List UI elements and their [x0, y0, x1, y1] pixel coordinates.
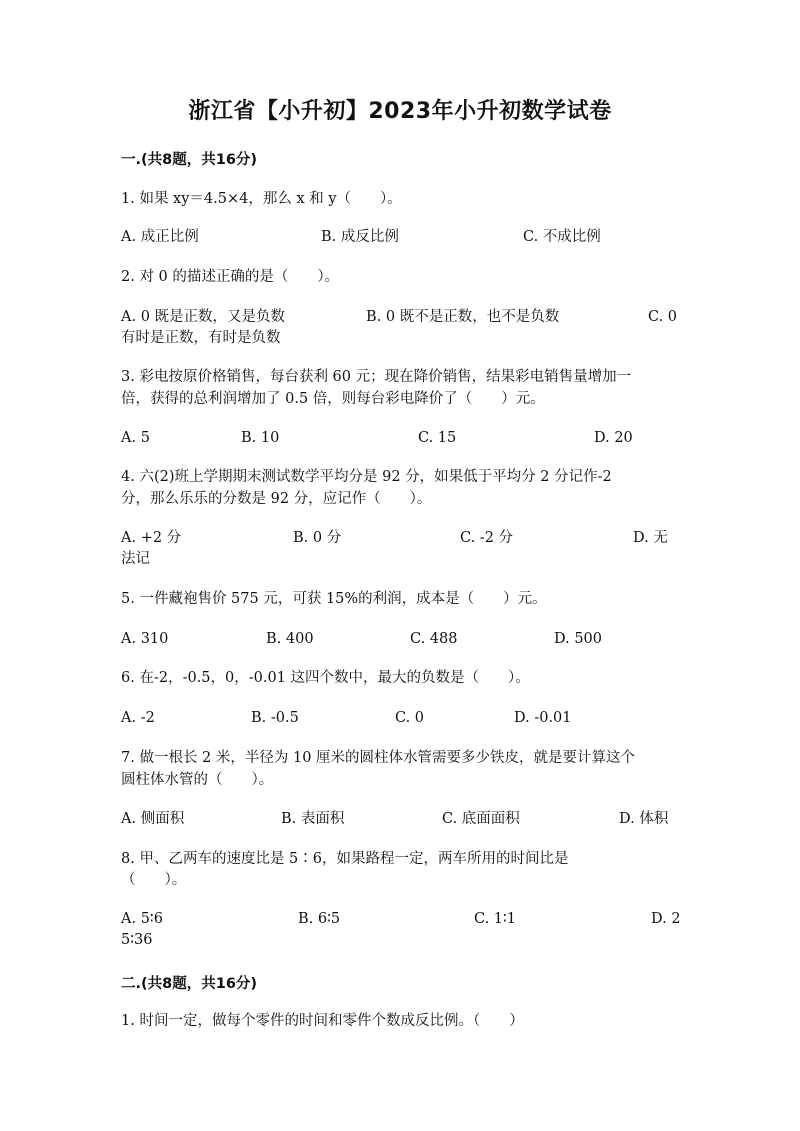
question-6: 6. 在-2，-0.5，0，-0.01 这四个数中，最大的负数是（ ）。 — [121, 670, 530, 686]
option-a: A. +2 分 — [121, 530, 182, 546]
option-d: D. -0.01 — [514, 710, 572, 726]
option-d: D. 2 — [651, 911, 681, 927]
option-c: C. 15 — [418, 430, 457, 446]
question-7-line-2: 圆柱体水管的（ ）。 — [121, 772, 274, 788]
option-d: D. 20 — [594, 430, 633, 446]
option-c: C. 488 — [410, 631, 458, 647]
option-b: B. 表面积 — [281, 811, 345, 827]
question-8-line-1: 8. 甲、乙两车的速度比是 5∶6，如果路程一定，两车所用的时间比是 — [121, 851, 569, 867]
option-a: A. 成正比例 — [121, 229, 199, 245]
question-5-options — [121, 628, 681, 650]
option-d: D. 无 — [633, 530, 668, 546]
question-1: 1. 如果 xy＝4.5×4，那么 x 和 y（ ）。 — [121, 191, 402, 207]
question-8-line-2: （ ）。 — [121, 872, 187, 888]
option-b: B. 400 — [266, 631, 314, 647]
question-7-options — [121, 808, 681, 830]
option-c: C. 0 — [395, 710, 425, 726]
question-2-options — [121, 306, 681, 328]
option-c: C. -2 分 — [460, 530, 514, 546]
question-3-line-2: 倍，获得的总利润增加了 0.5 倍，则每台彩电降价了（ ）元。 — [121, 391, 545, 407]
option-d: D. 体积 — [619, 811, 669, 827]
option-b: B. -0.5 — [251, 710, 299, 726]
option-c: C. 1∶1 — [474, 911, 517, 927]
section-heading-1: 一.(共8题，共16分) — [121, 152, 258, 168]
question-4-options — [121, 527, 681, 549]
question-2: 2. 对 0 的描述正确的是（ ）。 — [121, 269, 340, 285]
question-4-line-1: 4. 六(2)班上学期期末测试数学平均分是 92 分，如果低于平均分 2 分记作-2 — [121, 469, 612, 485]
question-7-line-1: 7. 做一根长 2 米，半径为 10 厘米的圆柱体水管需要多少铁皮，就是要计算这个 — [121, 750, 636, 766]
question-5: 5. 一件藏袍售价 575 元，可获 15%的利润，成本是（ ）元。 — [121, 591, 547, 607]
option-b: B. 0 分 — [293, 530, 342, 546]
question-3-line-1: 3. 彩电按原价格销售，每台获利 60 元；现在降价销售，结果彩电销售量增加一 — [121, 369, 632, 385]
option-a: A. 侧面积 — [121, 811, 185, 827]
option-c: C. 不成比例 — [523, 229, 601, 245]
option-c-continuation: 有时是正数，有时是负数 — [121, 330, 281, 346]
option-b: B. 0 既不是正数，也不是负数 — [366, 309, 560, 325]
option-d-continuation: 5∶36 — [121, 932, 153, 948]
option-b: B. 成反比例 — [321, 229, 399, 245]
section-heading-2: 二.(共8题，共16分) — [121, 976, 258, 992]
question-1-options — [121, 226, 681, 248]
option-a: A. 0 既是正数，又是负数 — [121, 309, 286, 325]
option-a: A. 310 — [121, 631, 169, 647]
option-d-continuation: 法记 — [121, 551, 150, 567]
option-b: B. 10 — [241, 430, 280, 446]
option-a: A. 5 — [121, 430, 150, 446]
question-3-options — [121, 427, 681, 449]
option-a: A. 5∶6 — [121, 911, 163, 927]
option-b: B. 6∶5 — [298, 911, 341, 927]
option-d: D. 500 — [554, 631, 603, 647]
question-8-options — [121, 908, 681, 930]
option-a: A. -2 — [121, 710, 155, 726]
option-c: C. 底面面积 — [442, 811, 520, 827]
option-c: C. 0 — [648, 309, 678, 325]
question-6-options — [121, 707, 681, 729]
page-title: 浙江省【小升初】2023年小升初数学试卷 — [188, 99, 612, 124]
question-4-line-2: 分，那么乐乐的分数是 92 分，应记作（ ）。 — [121, 491, 432, 507]
section-2-question-1: 1. 时间一定，做每个零件的时间和零件个数成反比例。（ ） — [121, 1013, 524, 1029]
